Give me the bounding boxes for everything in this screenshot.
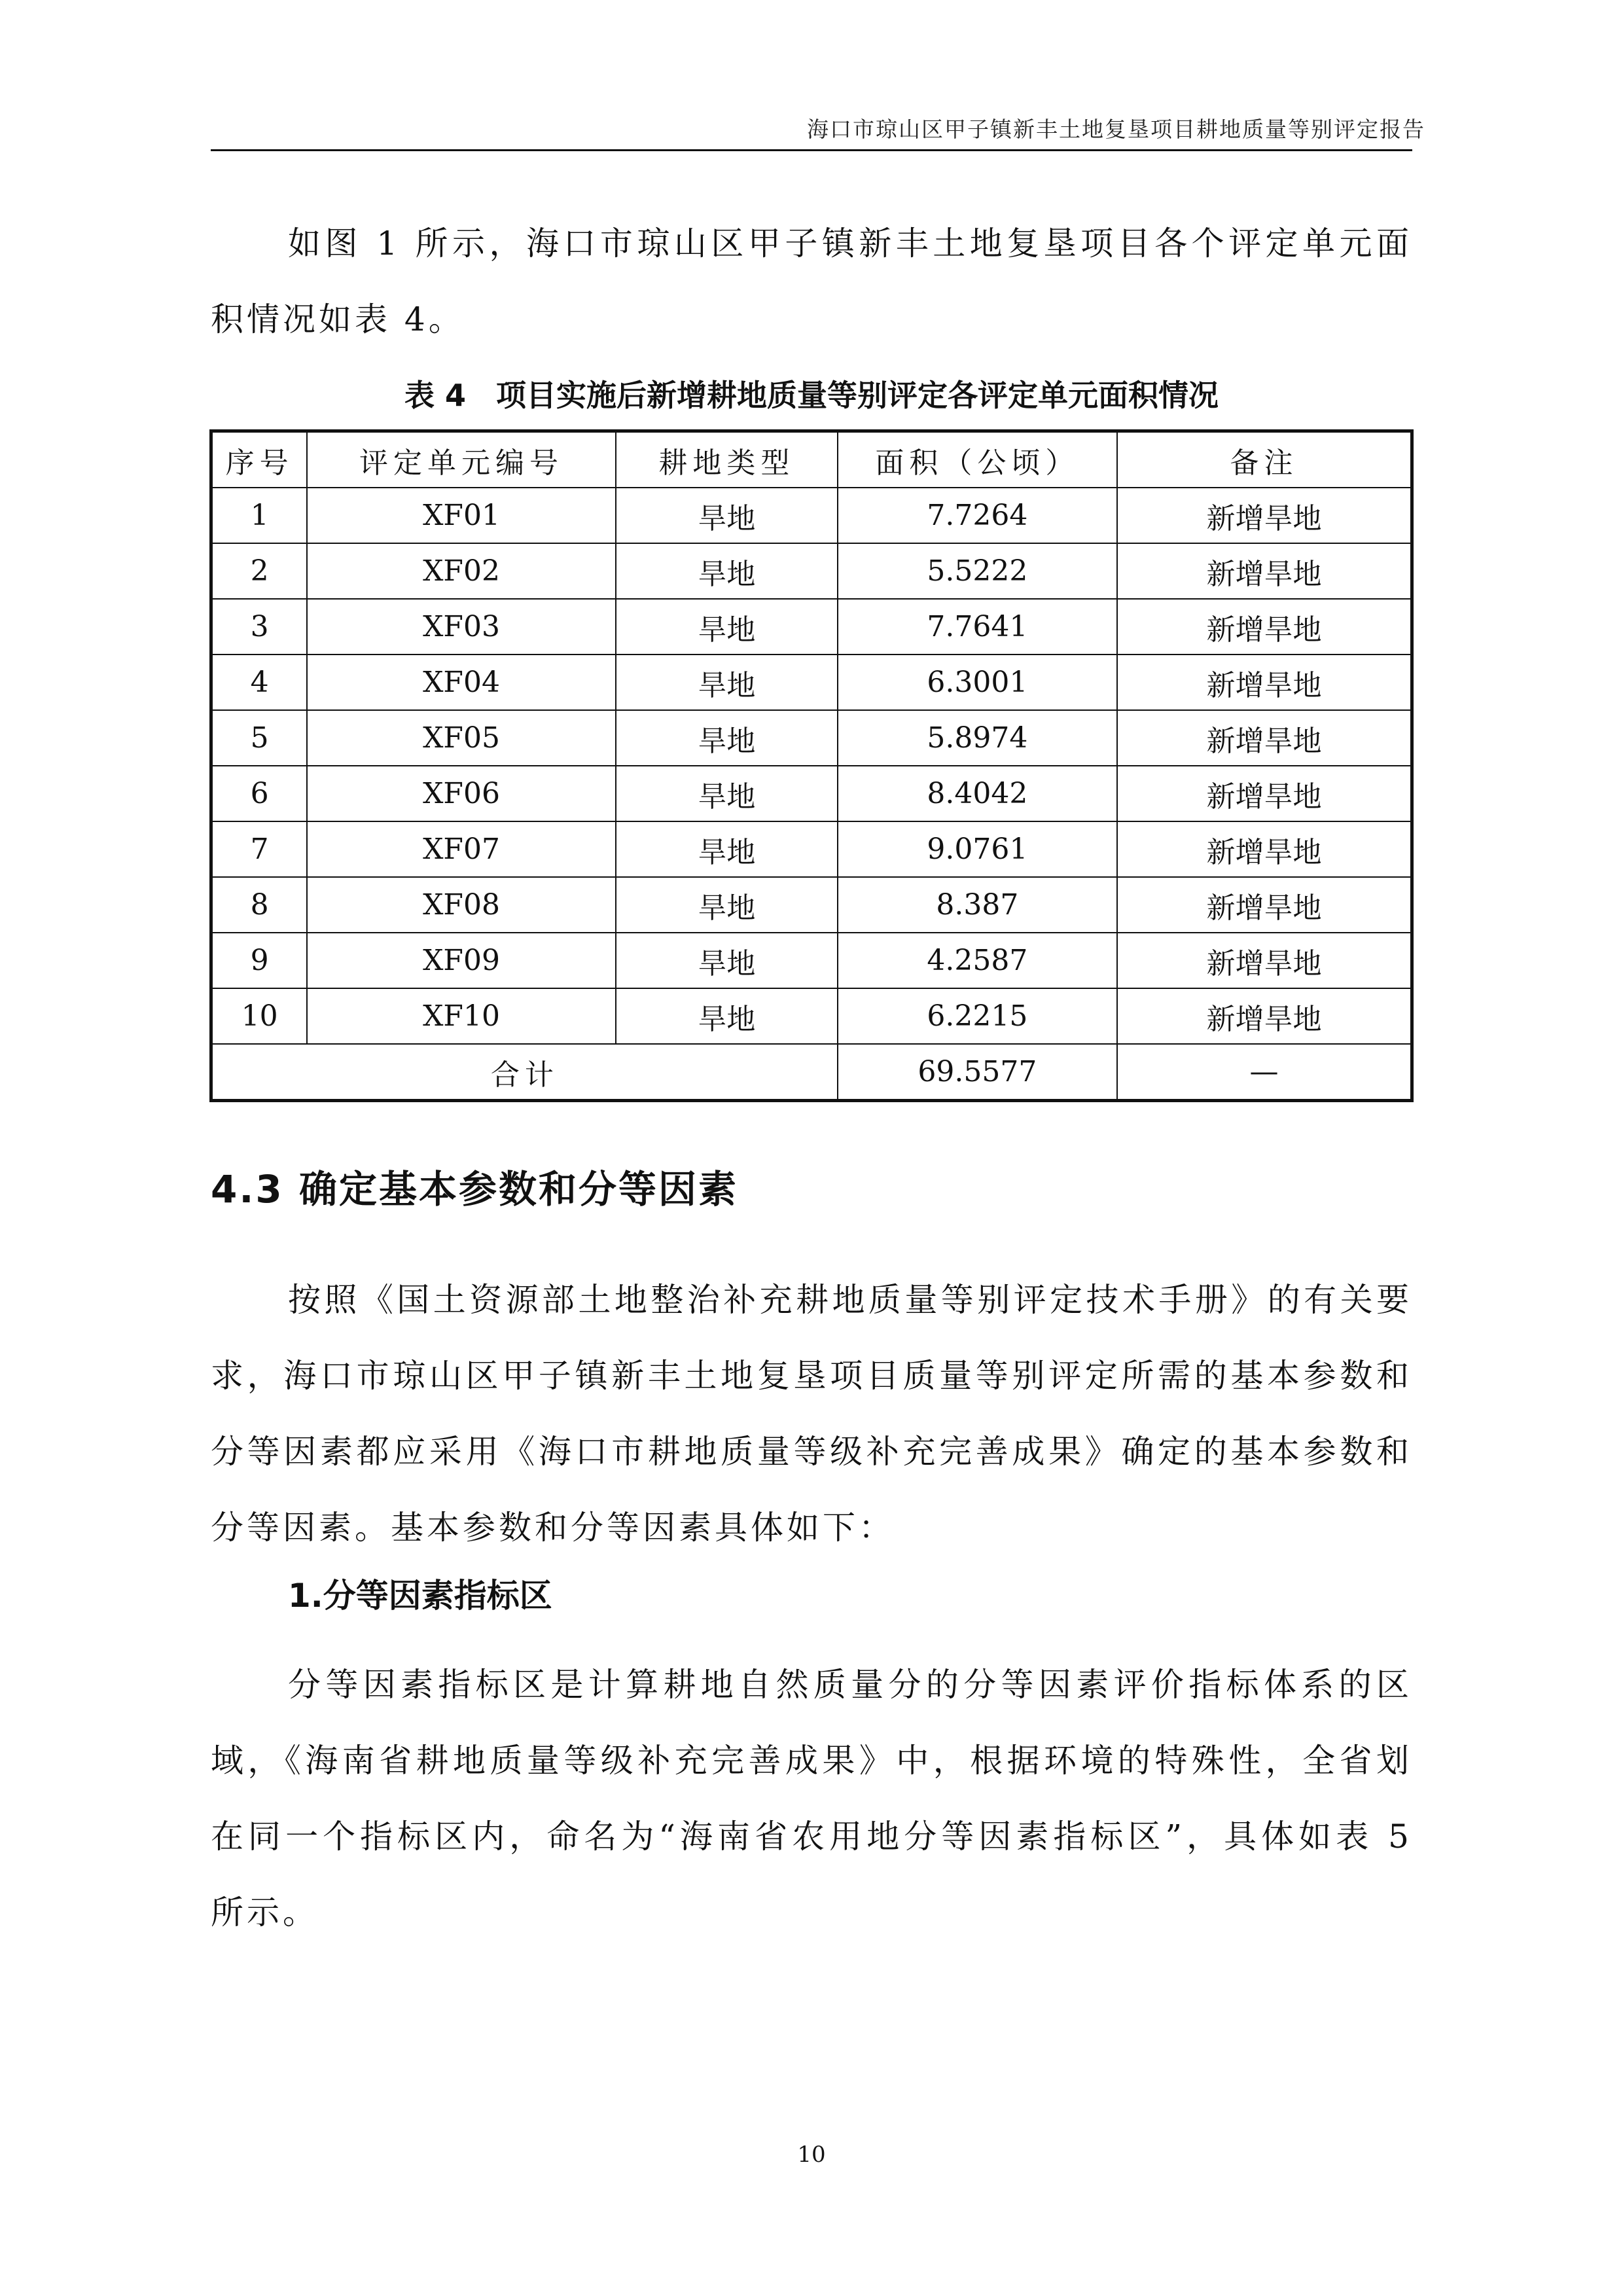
cell-unit-code: XF06 — [307, 766, 616, 821]
table-row — [211, 821, 1412, 877]
cell-land-type: 旱地 — [616, 933, 838, 988]
cell-index: 10 — [211, 988, 308, 1044]
total-area: 69.5577 — [838, 1044, 1117, 1101]
cell-area: 5.5222 — [838, 543, 1117, 599]
cell-note: 新增旱地 — [1117, 710, 1412, 766]
cell-land-type: 旱地 — [616, 988, 838, 1044]
cell-land-type: 旱地 — [616, 766, 838, 821]
cell-index: 3 — [211, 599, 308, 655]
section-heading: 4.3 确定基本参数和分等因素 — [211, 1167, 738, 1211]
table-row — [211, 988, 1412, 1044]
cell-note: 新增旱地 — [1117, 655, 1412, 710]
table-row — [211, 710, 1412, 766]
cell-index: 8 — [211, 877, 308, 933]
cell-index: 6 — [211, 766, 308, 821]
cell-area: 6.2215 — [838, 988, 1117, 1044]
cell-unit-code: XF01 — [307, 488, 616, 543]
cell-unit-code: XF05 — [307, 710, 616, 766]
table-row — [211, 488, 1412, 543]
cell-note: 新增旱地 — [1117, 821, 1412, 877]
cell-unit-code: XF07 — [307, 821, 616, 877]
cell-note: 新增旱地 — [1117, 877, 1412, 933]
cell-land-type: 旱地 — [616, 877, 838, 933]
cell-area: 7.7641 — [838, 599, 1117, 655]
section-paragraph-1: 按照《国土资源部土地整治补充耕地质量等别评定技术手册》的有关要求，海口市琼山区甲子镇新丰土地复垦项目质量等别评定所需的基本参数和分等因素都应采用《海口市耕地质量等级补充完善成果》确定的基本参数和分等因素。基本参数和分等因素具体如下： — [211, 1281, 1412, 1547]
cell-area: 4.2587 — [838, 933, 1117, 988]
table-row — [211, 766, 1412, 821]
cell-note: 新增旱地 — [1117, 988, 1412, 1044]
cell-area: 7.7264 — [838, 488, 1117, 543]
cell-note: 新增旱地 — [1117, 543, 1412, 599]
total-note: — — [1117, 1044, 1412, 1101]
cell-note: 新增旱地 — [1117, 488, 1412, 543]
cell-index: 7 — [211, 821, 308, 877]
cell-index: 4 — [211, 655, 308, 710]
sub-heading: 1.分等因素指标区 — [288, 1577, 552, 1615]
cell-note: 新增旱地 — [1117, 933, 1412, 988]
section-paragraph-2: 分等因素指标区是计算耕地自然质量分的分等因素评价指标体系的区域，《海南省耕地质量等级补充完善成果》中，根据环境的特殊性，全省划在同一个指标区内，命名为“海南省农用地分等因素指标区”，具体如表 5 所示。 — [211, 1666, 1412, 1931]
table-row — [211, 543, 1412, 599]
table-header-row — [211, 431, 1412, 488]
col-header-land-type: 耕地类型 — [616, 431, 838, 488]
total-label: 合计 — [211, 1044, 838, 1101]
cell-area: 9.0761 — [838, 821, 1117, 877]
cell-area: 6.3001 — [838, 655, 1117, 710]
cell-land-type: 旱地 — [616, 655, 838, 710]
page-number: 10 — [797, 2142, 826, 2168]
cell-land-type: 旱地 — [616, 599, 838, 655]
col-header-index: 序号 — [211, 431, 308, 488]
cell-unit-code: XF02 — [307, 543, 616, 599]
col-header-area: 面积（公顷） — [838, 431, 1117, 488]
cell-index: 2 — [211, 543, 308, 599]
cell-area: 8.4042 — [838, 766, 1117, 821]
table-caption: 表 4 项目实施后新增耕地质量等别评定各评定单元面积情况 — [404, 378, 1219, 413]
running-header: 海口市琼山区甲子镇新丰土地复垦项目耕地质量等别评定报告 — [807, 117, 1425, 142]
cell-unit-code: XF03 — [307, 599, 616, 655]
cell-unit-code: XF08 — [307, 877, 616, 933]
table-total-row — [211, 1044, 1412, 1101]
table-row — [211, 599, 1412, 655]
cell-land-type: 旱地 — [616, 543, 838, 599]
cell-land-type: 旱地 — [616, 710, 838, 766]
cell-area: 5.8974 — [838, 710, 1117, 766]
table-row — [211, 655, 1412, 710]
col-header-unit-code: 评定单元编号 — [307, 431, 616, 488]
cell-index: 9 — [211, 933, 308, 988]
cell-index: 1 — [211, 488, 308, 543]
cell-area: 8.387 — [838, 877, 1117, 933]
col-header-note: 备注 — [1117, 431, 1412, 488]
cell-unit-code: XF04 — [307, 655, 616, 710]
cell-unit-code: XF09 — [307, 933, 616, 988]
header-rule — [211, 149, 1412, 151]
cell-unit-code: XF10 — [307, 988, 616, 1044]
cell-land-type: 旱地 — [616, 821, 838, 877]
cell-land-type: 旱地 — [616, 488, 838, 543]
cell-note: 新增旱地 — [1117, 766, 1412, 821]
area-table — [209, 429, 1414, 1102]
table-row — [211, 877, 1412, 933]
table-row — [211, 933, 1412, 988]
cell-index: 5 — [211, 710, 308, 766]
intro-paragraph: 如图 1 所示，海口市琼山区甲子镇新丰土地复垦项目各个评定单元面积情况如表 4。 — [211, 224, 1412, 338]
cell-note: 新增旱地 — [1117, 599, 1412, 655]
